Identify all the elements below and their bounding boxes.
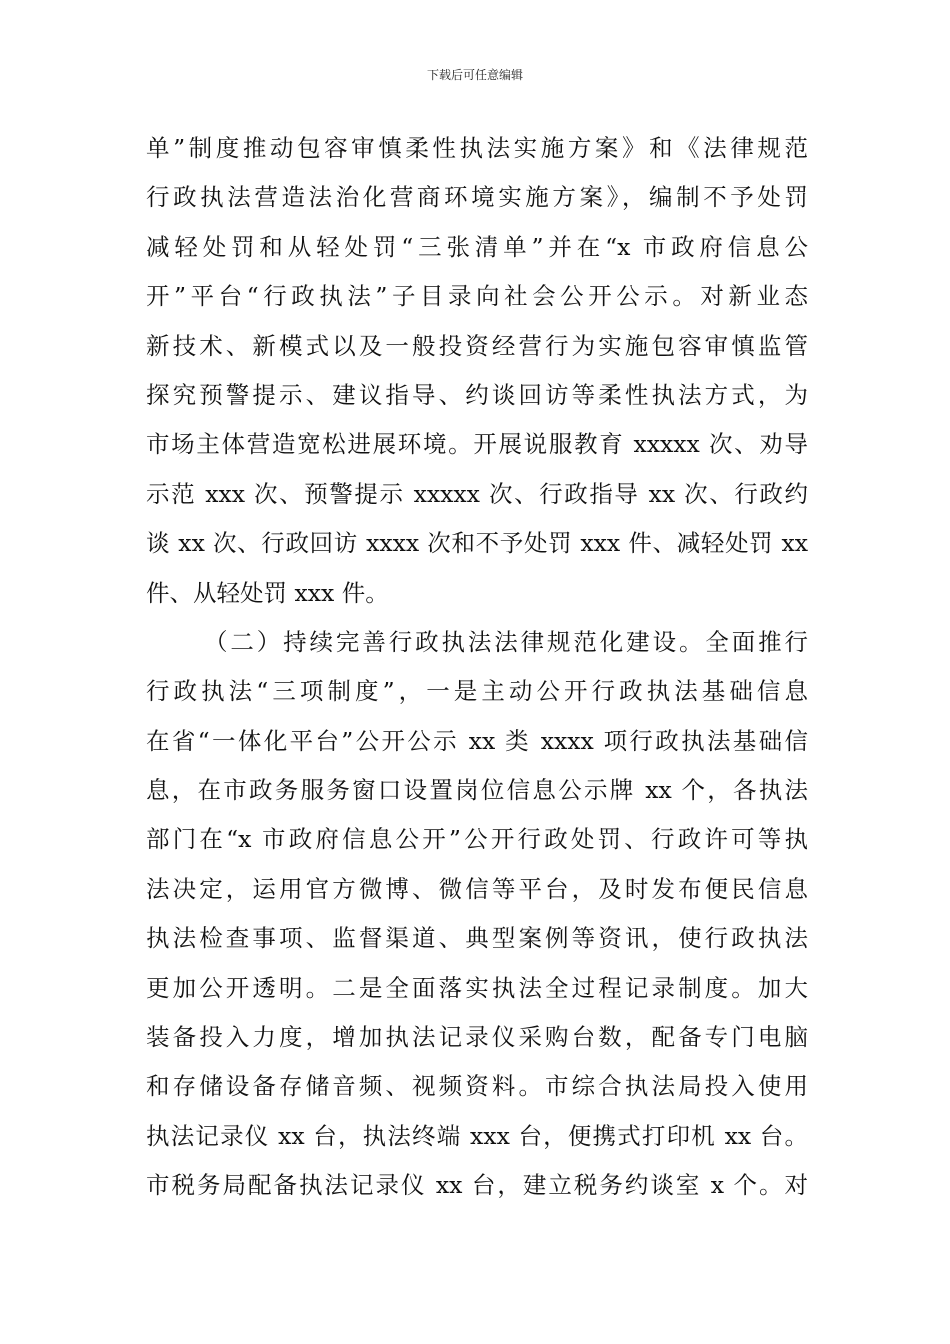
text-line: 和存储设备存储音频、视频资料。市综合执法局投入使用	[146, 1072, 808, 1101]
text-line: 市场主体营造宽松进展环境。开展说服教育 xxxxx 次、劝导	[146, 430, 808, 459]
text-line: 法决定，运用官方微博、微信等平台，及时发布便民信息	[146, 874, 808, 903]
text-line: 市税务局配备执法记录仪 xx 台，建立税务约谈室 x 个。对	[146, 1171, 808, 1200]
text-line: 在省“一体化平台”公开公示 xx 类 xxxx 项行政执法基础信	[146, 726, 808, 755]
text-line: 开”平台“行政执法”子目录向社会公开公示。对新业态	[146, 282, 808, 311]
text-line: 示范 xxx 次、预警提示 xxxxx 次、行政指导 xx 次、行政约	[146, 479, 808, 508]
text-line: 新技术、新模式以及一般投资经营行为实施包容审慎监管	[146, 331, 808, 360]
text-line: 装备投入力度，增加执法记录仪采购台数，配备专门电脑	[146, 1023, 808, 1052]
text-line: 息，在市政务服务窗口设置岗位信息公示牌 xx 个，各执法	[146, 776, 808, 805]
text-line: 执法检查事项、监督渠道、典型案例等资讯，使行政执法	[146, 924, 808, 953]
section-heading-line: （二）持续完善行政执法法律规范化建设。全面推行	[204, 627, 808, 656]
text-line: 部门在“x 市政府信息公开”公开行政处罚、行政许可等执	[146, 825, 808, 854]
text-line: 单”制度推动包容审慎柔性执法实施方案》和《法律规范	[146, 134, 808, 162]
text-line: 行政执法营造法治化营商环境实施方案》，编制不予处罚	[146, 183, 808, 212]
text-line: 行政执法“三项制度”，一是主动公开行政执法基础信息	[146, 677, 808, 706]
text-line: 探究预警提示、建议指导、约谈回访等柔性执法方式，为	[146, 380, 808, 409]
page-header: 下载后可任意编辑	[426, 68, 523, 82]
text-line: 谈 xx 次、行政回访 xxxx 次和不予处罚 xxx 件、减轻处罚 xx	[146, 529, 808, 558]
text-line: 更加公开透明。二是全面落实执法全过程记录制度。加大	[146, 973, 808, 1002]
text-line: 执法记录仪 xx 台，执法终端 xxx 台，便携式打印机 xx 台。	[146, 1121, 808, 1150]
text-line: 减轻处罚和从轻处罚“三张清单”并在“x 市政府信息公	[146, 232, 808, 261]
document-body	[146, 124, 808, 1211]
text-line: 件、从轻处罚 xxx 件。	[146, 578, 389, 607]
